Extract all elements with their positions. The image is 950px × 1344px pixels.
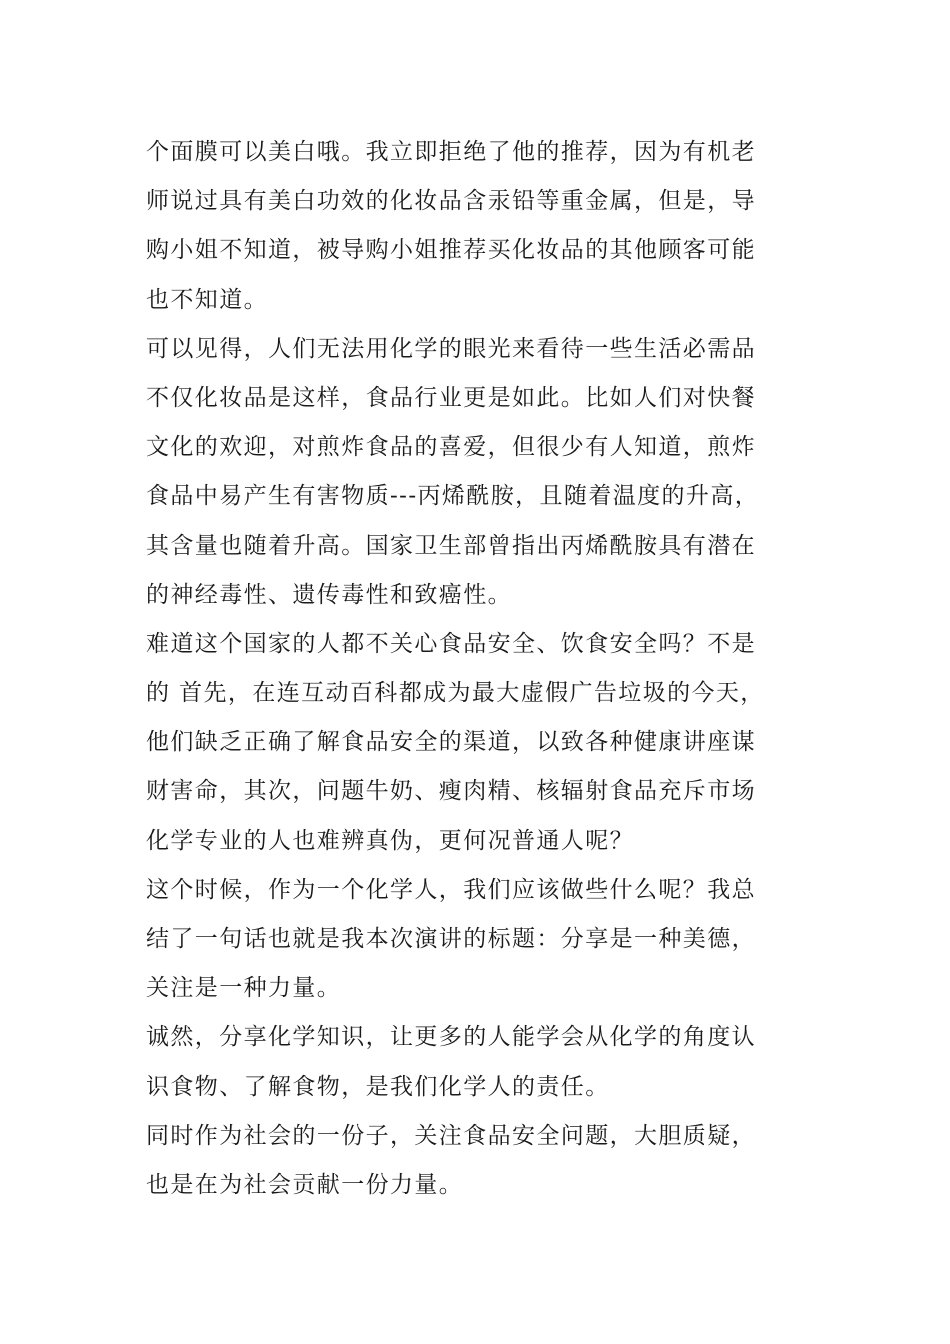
- paragraph-1: [146, 128, 816, 325]
- text-line: 的神经毒性、遗传毒性和致癌性。: [146, 581, 512, 608]
- text-line: 关注是一种力量。: [146, 975, 342, 1002]
- text-line: 其含量也随着升高。国家卫生部曾指出丙烯酰胺具有潜在: [146, 532, 756, 559]
- text-line: 结了一句话也就是我本次演讲的标题：分享是一种美德，: [146, 926, 756, 952]
- text-line: 同时作为社会的一份子，关注食品安全问题，大胆质疑，: [146, 1122, 756, 1149]
- paragraph-6: [146, 1112, 816, 1210]
- paragraph-5: [146, 1013, 816, 1111]
- text-line: 食品中易产生有害物质---丙烯酰胺，且随着温度的升高，: [146, 483, 760, 510]
- paragraph-2: [146, 325, 816, 620]
- text-line: 他们缺乏正确了解食品安全的渠道，以致各种健康讲座谋: [146, 729, 756, 756]
- text-line: 诚然，分享化学知识，让更多的人能学会从化学的角度认: [146, 1024, 756, 1051]
- text-line: 个面膜可以美白哦。我立即拒绝了他的推荐，因为有机老: [146, 139, 756, 165]
- text-line: 可以见得，人们无法用化学的眼光来看待一些生活必需品: [146, 335, 756, 362]
- text-line: 文化的欢迎，对煎炸食品的喜爱，但很少有人知道，煎炸: [146, 434, 756, 461]
- text-line: 化学专业的人也难辨真伪，更何况普通人呢？: [146, 827, 634, 854]
- text-line: 这个时候，作为一个化学人，我们应该做些什么呢？我总: [146, 876, 756, 903]
- text-line: 的 首先，在连互动百科都成为最大虚假广告垃圾的今天，: [146, 680, 765, 707]
- text-line: 师说过具有美白功效的化妆品含汞铅等重金属，但是，导: [146, 188, 756, 215]
- text-line: 不仅化妆品是这样，食品行业更是如此。比如人们对快餐: [146, 384, 756, 411]
- text-line: 识食物、了解食物，是我们化学人的责任。: [146, 1073, 610, 1100]
- document-body: [146, 128, 816, 1210]
- text-line: 也不知道。: [146, 286, 268, 313]
- paragraph-3: [146, 620, 816, 866]
- text-line: 难道这个国家的人都不关心食品安全、饮食安全吗？不是: [146, 630, 756, 657]
- text-line: 财害命，其次，问题牛奶、瘦肉精、核辐射食品充斥市场: [146, 778, 756, 805]
- text-line: 也是在为社会贡献一份力量。: [146, 1171, 464, 1198]
- text-line: 购小姐不知道，被导购小姐推荐买化妆品的其他顾客可能: [146, 237, 756, 264]
- paragraph-4: [146, 866, 816, 1014]
